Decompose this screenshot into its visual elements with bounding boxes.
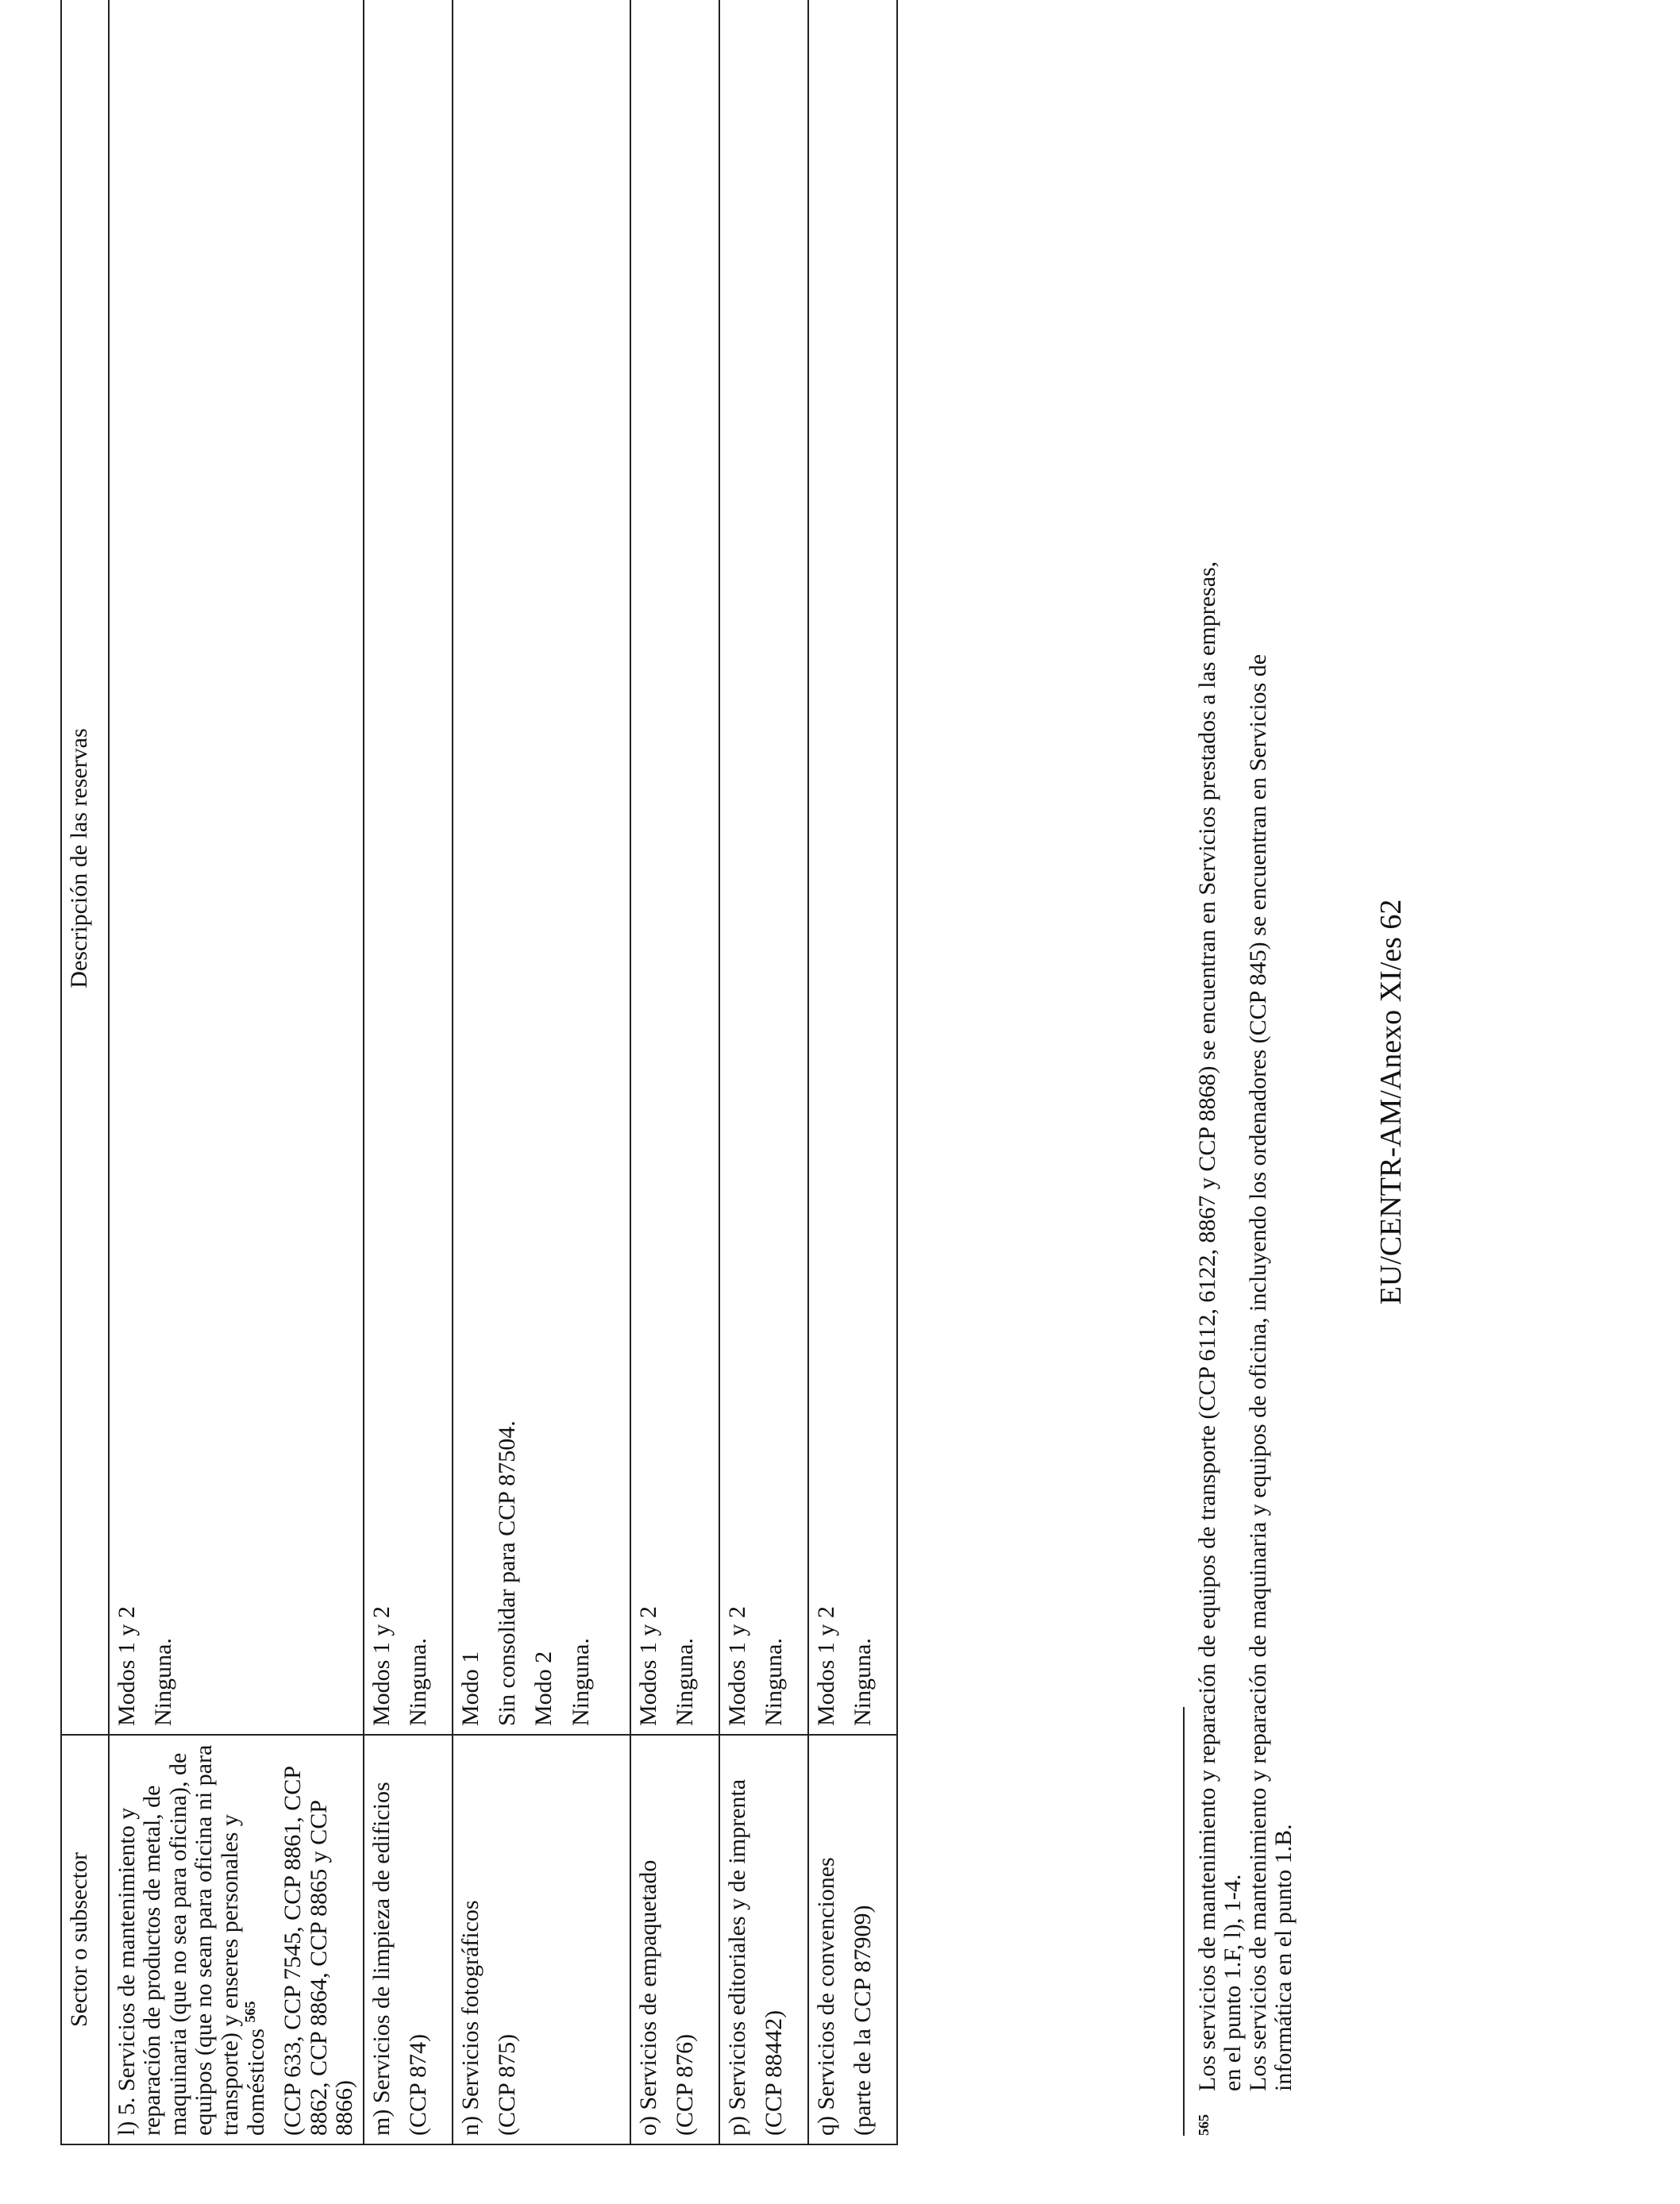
footnote [1195, 548, 1297, 2136]
table-row [109, 0, 364, 2144]
sector-text: q) Servicios de convenciones [812, 1857, 839, 2136]
sector-cell [719, 1735, 808, 2144]
sector-cell [109, 1735, 364, 2144]
footnote-separator [1183, 1707, 1185, 2136]
reserves-text: Ninguna. [150, 1638, 177, 1726]
reserves-cell [630, 0, 719, 1735]
reserves-text: Ninguna. [671, 1638, 698, 1726]
sector-codes: (CCP 876) [671, 2033, 698, 2136]
sector-codes: (CCP 88442) [760, 2009, 787, 2136]
reserves-cell [453, 0, 630, 1735]
reserves-mode: Modo 1 [457, 1651, 484, 1726]
header-sector: Sector o subsector [61, 1735, 109, 2144]
sector-text: p) Servicios editoriales y de imprenta [723, 1778, 750, 2136]
reserves-text: Sin consolidar para CCP 87504. [493, 1420, 520, 1726]
reserves-mode: Modos 1 y 2 [114, 1606, 140, 1726]
reserves-text: Ninguna. [567, 1638, 594, 1726]
reserves-mode: Modos 1 y 2 [634, 1606, 661, 1726]
page-reference: EU/CENTR-AM/Anexo XI/es 62 [1374, 899, 1408, 1305]
reserves-mode: Modos 1 y 2 [812, 1606, 839, 1726]
sector-text: o) Servicios de empaquetado [634, 1859, 661, 2136]
reserves-text: Ninguna. [404, 1638, 431, 1726]
footnote-number: 565 [1196, 2114, 1212, 2136]
sector-codes: (CCP 874) [404, 2033, 431, 2136]
footnote-body [1195, 548, 1297, 2091]
reserves-text: Ninguna. [849, 1638, 876, 1726]
sector-cell [453, 1735, 630, 2144]
reserves-cell [109, 0, 364, 1735]
sector-codes: (CCP 633, CCP 7545, CCP 8861, CCP 8862, CCP 8864, CCP 8865 y CCP 8866) [279, 1767, 358, 2136]
sector-cell [364, 1735, 453, 2144]
reserves-cell [719, 0, 808, 1735]
footnote-ref: 565 [241, 2001, 258, 2023]
reserves-mode: Modos 1 y 2 [723, 1606, 750, 1726]
table-row [364, 0, 453, 2144]
reserves-text: Ninguna. [760, 1638, 787, 1726]
table-row [630, 0, 719, 2144]
table-row [808, 0, 897, 2144]
header-reserves: Descripción de las reservas [61, 0, 109, 1735]
reserves-mode: Modos 1 y 2 [368, 1606, 395, 1726]
sector-codes: (CCP 875) [493, 2033, 520, 2136]
sector-text: n) Servicios fotográficos [457, 1900, 484, 2136]
reserves-mode: Modo 2 [530, 1651, 557, 1726]
reserves-cell [364, 0, 453, 1735]
table-row [453, 0, 630, 2144]
table-row [719, 0, 808, 2144]
sector-cell [808, 1735, 897, 2144]
table-header-row [61, 0, 109, 2144]
sector-codes: (parte de la CCP 87909) [849, 1905, 876, 2136]
footnote-line: Los servicios de mantenimiento y reparación de equipos de transporte (CCP 6112, 6122, 8867 y CCP 8868) se encuentran en Servicios prestados a las empresas, en el punto 1.F, l), 1-4. [1194, 561, 1247, 2091]
sector-cell [630, 1735, 719, 2144]
footnote-line: Los servicios de mantenimiento y reparación de maquinaria y equipos de oficina, incluyendo los ordenadores (CCP 845) se encuentran en Servicios de informática en el punto 1.B. [1245, 653, 1297, 2091]
sector-text: m) Servicios de limpieza de edificios [368, 1782, 395, 2136]
reservations-table [60, 0, 898, 2145]
sector-text: l) 5. Servicios de mantenimiento y reparación de productos de metal, de maquinaria (que no sea para oficina), de equipos (que no sean para oficina ni para transporte) y enseres personales y domésticos $^{565}$ [114, 1744, 269, 2136]
reserves-cell [808, 0, 897, 1735]
